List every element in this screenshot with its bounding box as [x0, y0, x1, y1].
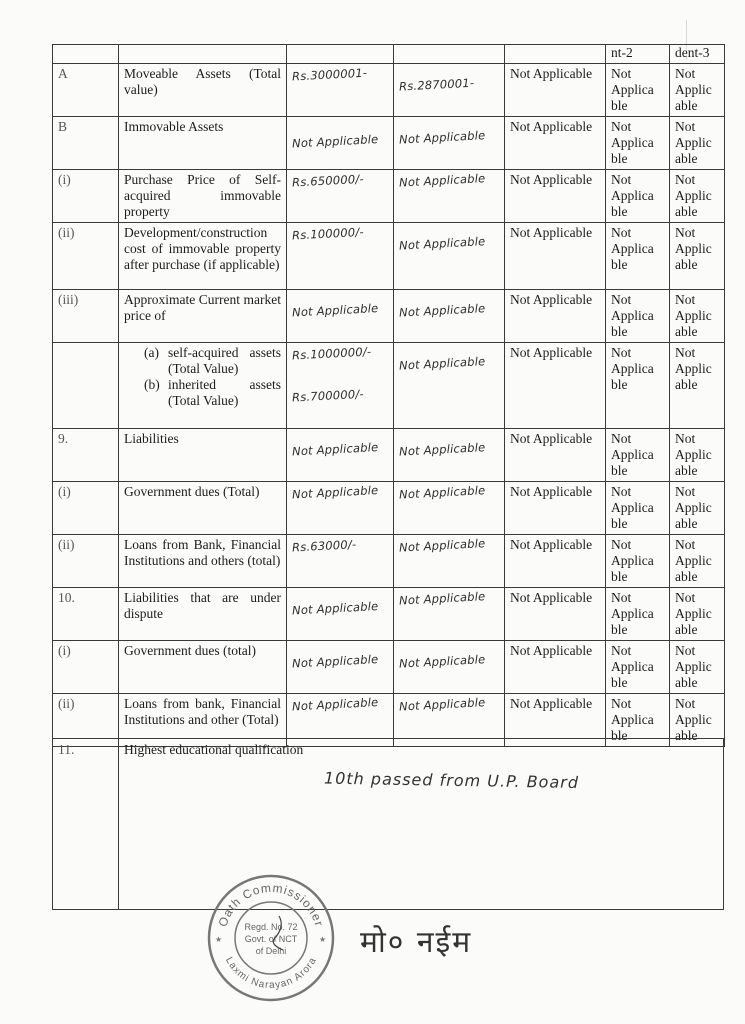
- candidate-value: Rs.1000000/- Rs.700000/-: [287, 343, 394, 429]
- row-number: (ii): [53, 694, 119, 747]
- dependent1-value: Not Applicable: [505, 694, 606, 747]
- header-fragment: dent-3: [670, 45, 725, 64]
- candidate-value: Rs.63000/-: [287, 535, 394, 588]
- education-answer: 10th passed from U.P. Board: [323, 768, 580, 793]
- row-label: Approximate Current market price of: [119, 290, 287, 343]
- row-label: Purchase Price of Self-acquired immovable property: [119, 170, 287, 223]
- spouse-value: Not Applicable: [394, 429, 505, 482]
- assets-liabilities-table: [52, 44, 725, 747]
- svg-text:Govt. of NCT: Govt. of NCT: [244, 934, 298, 944]
- row-label: Moveable Assets (Total value): [119, 64, 287, 117]
- dependent3-value: Not Applic able: [670, 117, 725, 170]
- dependent3-value: Not Applic able: [670, 482, 725, 535]
- svg-text:Oath Commissioner: Oath Commissioner: [215, 880, 327, 929]
- row-label: Liabilities that are under dispute: [119, 588, 287, 641]
- table-row: [53, 117, 725, 170]
- candidate-value: Not Applicable: [287, 429, 394, 482]
- sub-item-a: (a) self-acquired assets (Total Value): [144, 345, 281, 376]
- dependent1-value: Not Applicable: [505, 641, 606, 694]
- signature: मो० नईम: [360, 925, 473, 960]
- candidate-value: Not Applicable: [287, 694, 394, 747]
- dependent1-value: Not Applicable: [505, 429, 606, 482]
- candidate-value: Not Applicable: [287, 641, 394, 694]
- candidate-value: Not Applicable: [287, 482, 394, 535]
- education-table: [52, 738, 724, 910]
- header-fragment: nt-2: [606, 45, 670, 64]
- dependent2-value: Not Applica ble: [606, 170, 670, 223]
- row-label: Loans from bank, Financial Institutions and other (Total): [119, 694, 287, 747]
- dependent1-value: Not Applicable: [505, 588, 606, 641]
- candidate-value: Not Applicable: [287, 117, 394, 170]
- candidate-value: Rs.3000001-: [287, 64, 394, 117]
- spouse-value: Not Applicable: [394, 223, 505, 290]
- dependent2-value: Not Applica ble: [606, 694, 670, 747]
- svg-text:of Delhi: of Delhi: [255, 946, 287, 956]
- dependent1-value: Not Applicable: [505, 343, 606, 429]
- dependent2-value: Not Applica ble: [606, 588, 670, 641]
- row-number: [53, 343, 119, 429]
- dependent2-value: Not Applica ble: [606, 290, 670, 343]
- spouse-value: Not Applicable: [394, 641, 505, 694]
- dependent2-value: Not Applica ble: [606, 535, 670, 588]
- table-row: [53, 223, 725, 290]
- row-number: B: [53, 117, 119, 170]
- candidate-value: Rs.650000/-: [287, 170, 394, 223]
- row-label: Government dues (Total): [119, 482, 287, 535]
- sub-item-b: (b) inherited assets (Total Value): [144, 377, 281, 408]
- dependent3-value: Not Applic able: [670, 588, 725, 641]
- table-row: [53, 429, 725, 482]
- dependent1-value: Not Applicable: [505, 64, 606, 117]
- candidate-value: Rs.100000/-: [287, 223, 394, 290]
- dependent3-value: Not Applic able: [670, 343, 725, 429]
- row-number: 11.: [53, 739, 119, 910]
- dependent1-value: Not Applicable: [505, 482, 606, 535]
- dependent2-value: Not Applica ble: [606, 64, 670, 117]
- spouse-value: Not Applicable: [394, 117, 505, 170]
- dependent1-value: Not Applicable: [505, 170, 606, 223]
- row-label: Development/construction cost of immovable property after purchase (if applicable): [119, 223, 287, 290]
- dependent2-value: Not Applica ble: [606, 482, 670, 535]
- table-header-row: [53, 45, 725, 64]
- dependent3-value: Not Applic able: [670, 535, 725, 588]
- row-number: (iii): [53, 290, 119, 343]
- row-label: Immovable Assets: [119, 117, 287, 170]
- row-number: (ii): [53, 535, 119, 588]
- svg-text:Laxmi Narayan Arora: Laxmi Narayan Arora: [222, 955, 320, 992]
- row-number: A: [53, 64, 119, 117]
- spouse-value: Not Applicable: [394, 694, 505, 747]
- svg-text:Regd. No. 72: Regd. No. 72: [244, 922, 298, 932]
- education-label: Highest educational qualification: [124, 742, 304, 757]
- dependent3-value: Not Applic able: [670, 223, 725, 290]
- spouse-value: Not Applicable: [394, 170, 505, 223]
- row-number: 10.: [53, 588, 119, 641]
- dependent2-value: Not Applica ble: [606, 641, 670, 694]
- dependent3-value: Not Applic able: [670, 694, 725, 747]
- row-number: (i): [53, 170, 119, 223]
- table-row: [53, 482, 725, 535]
- dependent1-value: Not Applicable: [505, 117, 606, 170]
- oath-commissioner-seal: [205, 872, 337, 1004]
- dependent3-value: Not Applic able: [670, 170, 725, 223]
- spouse-value: Not Applicable: [394, 343, 505, 429]
- row-number: (ii): [53, 223, 119, 290]
- dependent3-value: Not Applic able: [670, 290, 725, 343]
- spouse-value: Not Applicable: [394, 535, 505, 588]
- row-number: (i): [53, 482, 119, 535]
- table-row: [53, 290, 725, 343]
- table-row: [53, 641, 725, 694]
- row-number: 9.: [53, 429, 119, 482]
- dependent1-value: Not Applicable: [505, 535, 606, 588]
- spouse-value: Not Applicable: [394, 482, 505, 535]
- candidate-value: Not Applicable: [287, 290, 394, 343]
- row-label: [119, 343, 287, 429]
- table-row: [53, 535, 725, 588]
- table-row: [53, 343, 725, 429]
- dependent2-value: Not Applica ble: [606, 429, 670, 482]
- table-row: [53, 588, 725, 641]
- spouse-value: Not Applicable: [394, 290, 505, 343]
- dependent3-value: Not Applic able: [670, 64, 725, 117]
- dependent1-value: Not Applicable: [505, 290, 606, 343]
- row-number: (i): [53, 641, 119, 694]
- svg-text:★: ★: [215, 935, 223, 944]
- spouse-value: Rs.2870001-: [394, 64, 505, 117]
- row-label: Government dues (total): [119, 641, 287, 694]
- row-label: Liabilities: [119, 429, 287, 482]
- table-row: [53, 170, 725, 223]
- dependent3-value: Not Applic able: [670, 429, 725, 482]
- table-row: [53, 64, 725, 117]
- row-label: Loans from Bank, Financial Institutions and others (total): [119, 535, 287, 588]
- dependent2-value: Not Applica ble: [606, 343, 670, 429]
- dependent3-value: Not Applic able: [670, 641, 725, 694]
- candidate-value: Not Applicable: [287, 588, 394, 641]
- dependent2-value: Not Applica ble: [606, 117, 670, 170]
- svg-text:★: ★: [319, 935, 327, 944]
- dependent1-value: Not Applicable: [505, 223, 606, 290]
- spouse-value: Not Applicable: [394, 588, 505, 641]
- dependent2-value: Not Applica ble: [606, 223, 670, 290]
